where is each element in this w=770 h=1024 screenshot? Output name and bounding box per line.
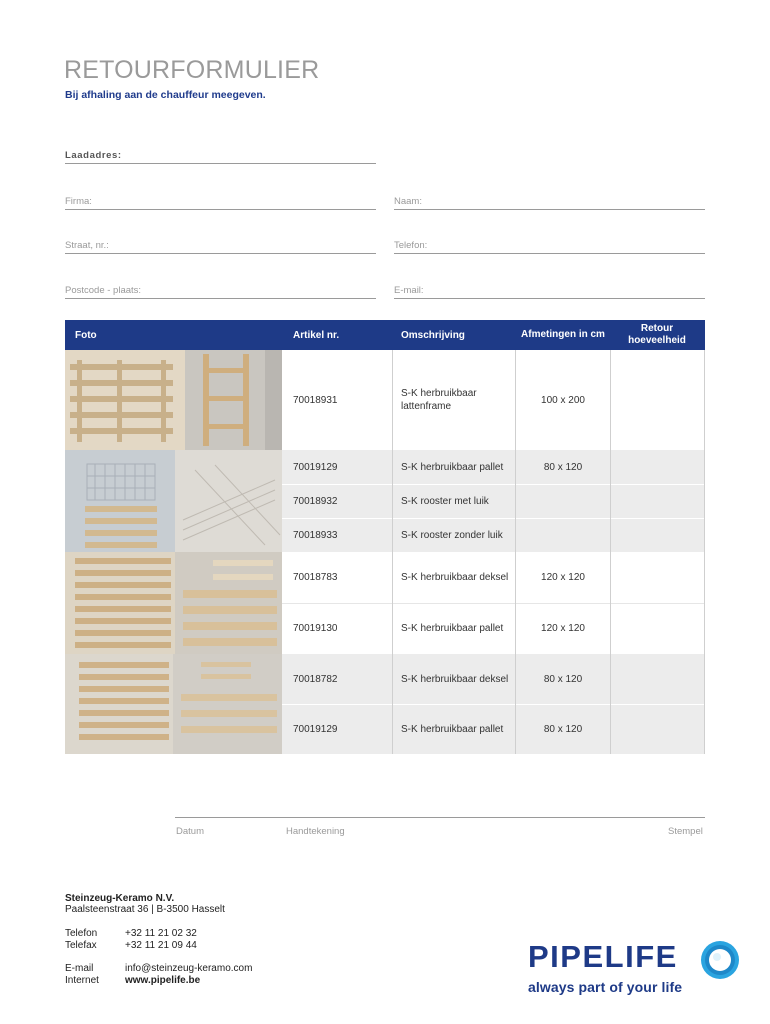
photo-pallet-roosters [65,450,282,552]
omschrijving-cell: S-K herbruikbaar pallet [401,623,504,634]
omschrijving-cell: S-K herbruikbaar lattenframe [401,388,477,412]
straat-field[interactable] [65,240,376,254]
header-foto: Foto [75,329,97,341]
email-field[interactable] [394,285,705,299]
omschrijving-cell: S-K rooster zonder luik [401,529,503,541]
afmetingen-cell: 80 x 120 [543,461,583,473]
artikel-cell: 70019130 [293,623,338,634]
signature-line [175,817,705,818]
retour-input[interactable] [611,704,704,754]
email-label: E-mail: [394,285,424,296]
afmetingen-cell [516,484,610,518]
page-subtitle: Bij afhaling aan de chauffeur meegeven. [65,89,266,101]
retour-input[interactable] [611,518,704,552]
internet-link[interactable]: www.pipelife.be [125,975,201,986]
header-afmetingen: Afmetingen in cm [521,329,605,340]
pipe-drop-icon [700,940,740,980]
pipelife-logo-word: PIPELIFE [528,939,678,974]
artikel-cell: 70018932 [293,495,338,507]
telefax-value: +32 11 21 09 44 [125,940,197,951]
stempel-label: Stempel [668,826,703,837]
email-value[interactable]: info@steinzeug-keramo.com [125,963,253,974]
datum-label: Datum [176,826,204,837]
postcode-label: Postcode - plaats: [65,285,142,296]
email-label-footer: E-mail [65,963,94,974]
handtekening-label: Handtekening [286,826,345,837]
column-divider [704,350,705,754]
telefoon-field[interactable] [394,240,705,254]
laadadres-label: Laadadres: [65,150,122,161]
omschrijving-cell: S-K rooster met luik [401,495,489,507]
header-artikel: Artikel nr. [293,329,340,341]
retour-input[interactable] [611,552,704,603]
artikel-cell: 70018783 [293,572,338,583]
firma-field[interactable] [65,196,376,210]
afmetingen-cell [516,518,610,552]
page-title: RETOURFORMULIER [64,56,320,84]
table-header [65,320,705,350]
omschrijving-cell: S-K herbruikbaar deksel [401,673,509,685]
telefoon-label: Telefon: [394,240,428,251]
photo-deksel-pallet-small [65,654,282,754]
straat-label: Straat, nr.: [65,240,109,251]
afmetingen-cell: 80 x 120 [543,673,583,685]
telefon-value: +32 11 21 02 32 [125,928,197,939]
telefon-label: Telefon [65,928,98,939]
omschrijving-cell: S-K herbruikbaar pallet [401,461,504,473]
header-retour: Retour hoeveelheid [628,323,686,346]
afmetingen-cell: 80 x 120 [543,723,583,735]
afmetingen-cell: 120 x 120 [541,623,585,634]
retour-input[interactable] [611,654,704,704]
company-name: Steinzeug-Keramo N.V. [65,893,175,904]
naam-field[interactable] [394,196,705,210]
omschrijving-cell: S-K herbruikbaar pallet [401,723,504,735]
pipelife-tagline: always part of your life [528,979,683,995]
artikel-cell: 70019129 [293,723,338,735]
afmetingen-cell: 100 x 200 [541,394,585,406]
retour-input[interactable] [611,350,704,450]
naam-label: Naam: [394,196,422,207]
column-divider [392,350,393,754]
afmetingen-cell: 120 x 120 [541,572,585,583]
retour-input[interactable] [611,603,704,654]
telefax-label: Telefax [65,940,97,951]
header-omschrijving: Omschrijving [401,329,465,341]
photo-deksel-pallet [65,552,282,654]
retour-input[interactable] [611,450,704,484]
artikel-cell: 70018931 [293,394,338,406]
retour-input[interactable] [611,484,704,518]
company-address: Paalsteenstraat 36 | B-3500 Hasselt [65,904,225,915]
photo-lattenframe [65,350,282,450]
laadadres-field[interactable] [65,150,376,164]
postcode-field[interactable] [65,285,376,299]
firma-label: Firma: [65,196,92,207]
artikel-cell: 70019129 [293,461,338,473]
omschrijving-cell: S-K herbruikbaar deksel [401,572,509,583]
artikel-cell: 70018782 [293,673,338,685]
internet-label: Internet [65,975,99,986]
artikel-cell: 70018933 [293,529,338,541]
